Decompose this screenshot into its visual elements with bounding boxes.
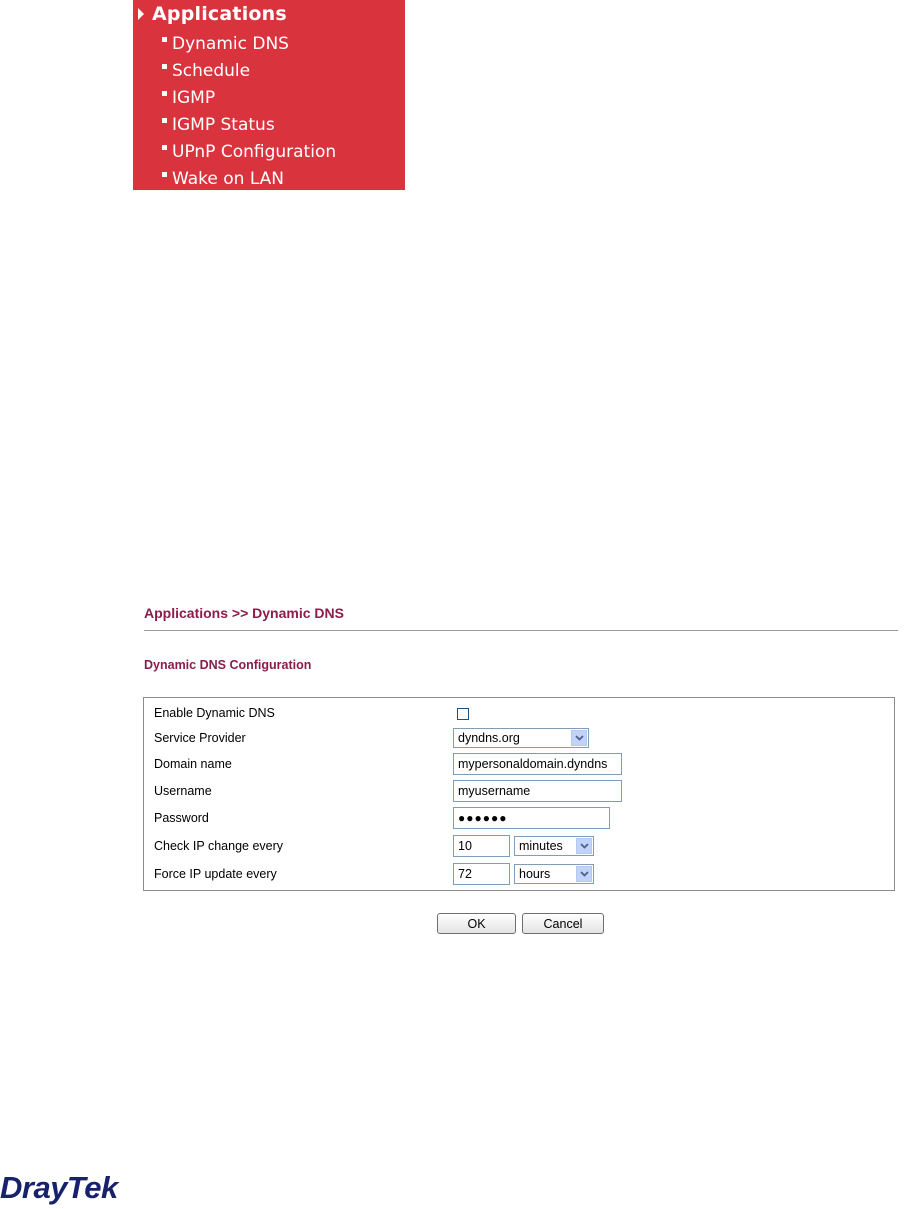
menu-item-label: Dynamic DNS [172, 33, 289, 54]
chevron-down-icon [576, 866, 592, 882]
menu-item-label: Wake on LAN [172, 168, 285, 189]
divider [144, 630, 898, 631]
bullet-icon [162, 64, 167, 69]
row-domain-name [144, 752, 894, 778]
menu-item-label: IGMP [172, 87, 216, 108]
row-enable-ddns [144, 701, 894, 727]
menu-item-label: Schedule [172, 60, 251, 81]
ddns-config-table [143, 697, 895, 891]
username-label: Username [154, 784, 212, 798]
section-title: Dynamic DNS Configuration [144, 658, 312, 672]
password-label: Password [154, 811, 209, 825]
menu-item-wake-on-lan[interactable] [162, 165, 336, 192]
check-ip-unit-select[interactable]: minutes [514, 836, 594, 856]
row-password [144, 806, 894, 832]
domain-name-input[interactable]: mypersonaldomain.dyndns [453, 753, 622, 775]
menu-item-dynamic-dns[interactable] [162, 30, 336, 57]
row-service-provider [144, 726, 894, 752]
bullet-icon [162, 118, 167, 123]
cancel-button[interactable]: Cancel [522, 913, 604, 934]
menu-item-igmp-status[interactable] [162, 111, 336, 138]
row-check-ip [144, 834, 894, 860]
password-input[interactable]: ●●●●●● [453, 807, 610, 829]
enable-ddns-checkbox[interactable] [457, 708, 469, 720]
row-username [144, 779, 894, 805]
row-force-ip [144, 862, 894, 888]
menu-item-list [162, 30, 336, 192]
bullet-icon [162, 91, 167, 96]
force-ip-unit-select[interactable]: hours [514, 864, 594, 884]
service-provider-select[interactable]: dyndns.org [453, 728, 589, 748]
chevron-down-icon [571, 730, 587, 746]
draytek-logo: DrayTek [0, 1170, 118, 1205]
username-input[interactable]: myusername [453, 780, 622, 802]
bullet-icon [162, 37, 167, 42]
chevron-down-icon [576, 838, 592, 854]
menu-item-upnp-configuration[interactable] [162, 138, 336, 165]
menu-item-label: UPnP Configuration [172, 141, 337, 162]
service-provider-label: Service Provider [154, 731, 246, 745]
enable-ddns-label: Enable Dynamic DNS [154, 706, 275, 720]
breadcrumb: Applications >> Dynamic DNS [144, 605, 344, 621]
check-ip-interval-input[interactable]: 10 [453, 835, 510, 857]
menu-item-igmp[interactable] [162, 84, 336, 111]
bullet-icon [162, 172, 167, 177]
ok-button[interactable]: OK [437, 913, 516, 934]
menu-item-label: IGMP Status [172, 114, 275, 135]
applications-menu [133, 0, 405, 190]
check-ip-label: Check IP change every [154, 839, 284, 853]
menu-item-schedule[interactable] [162, 57, 336, 84]
domain-name-label: Domain name [154, 757, 232, 771]
bullet-icon [162, 145, 167, 150]
menu-header-applications[interactable] [138, 3, 287, 25]
force-ip-interval-input[interactable]: 72 [453, 863, 510, 885]
menu-header-label: Applications [152, 3, 287, 25]
force-ip-label: Force IP update every [154, 867, 277, 881]
expand-arrow-icon [138, 8, 144, 20]
